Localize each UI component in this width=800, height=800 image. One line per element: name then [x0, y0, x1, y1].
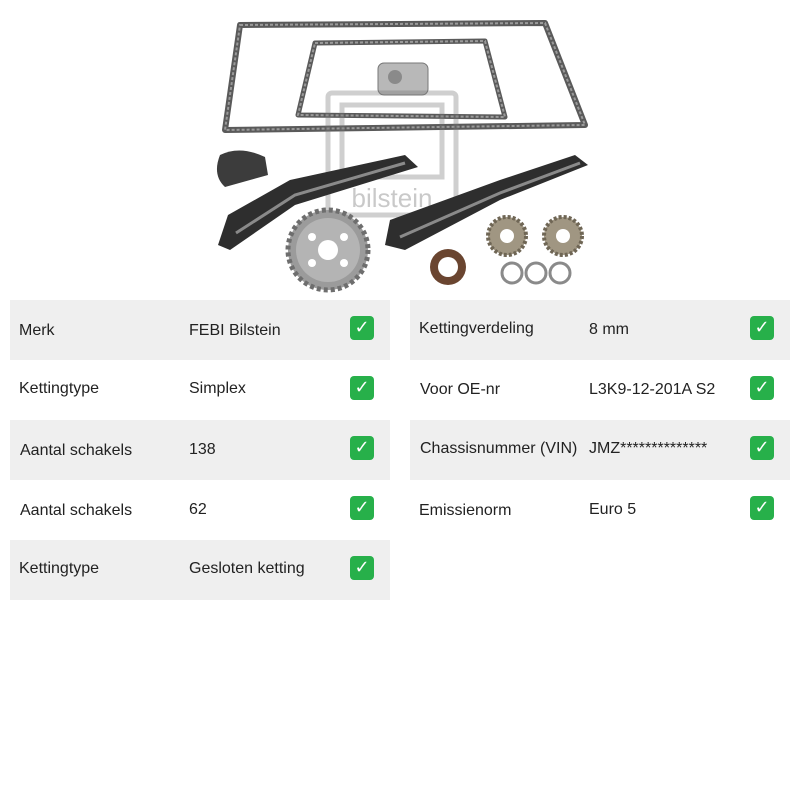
spec-row: [10, 300, 390, 360]
spec-label: Aantal schakels: [20, 502, 133, 519]
spec-label: Chassisnummer (VIN): [420, 440, 578, 457]
spec-label: Kettingverdeling: [419, 320, 534, 337]
check-icon: ✓: [350, 376, 374, 400]
spec-table-left: [10, 300, 390, 600]
spec-row: [10, 540, 390, 600]
spec-row: [410, 480, 790, 540]
spec-value: Simplex: [189, 380, 246, 397]
spec-value: Gesloten ketting: [189, 560, 305, 577]
spec-value: JMZ**************: [589, 440, 708, 457]
spec-value: 138: [189, 441, 216, 458]
spec-label: Emissienorm: [419, 502, 512, 519]
spec-table-right: [410, 300, 790, 540]
spec-row: [410, 360, 790, 420]
check-icon: ✓: [750, 436, 774, 460]
spec-label: Kettingtype: [19, 380, 100, 397]
spec-value: 8 mm: [589, 321, 629, 338]
check-icon: ✓: [350, 436, 374, 460]
check-icon: ✓: [350, 496, 374, 520]
spec-row: [410, 420, 790, 480]
spec-row: [10, 420, 390, 480]
check-icon: ✓: [350, 556, 374, 580]
check-icon: ✓: [750, 316, 774, 340]
spec-label: Kettingtype: [19, 560, 100, 577]
spec-value: 62: [189, 501, 207, 518]
check-icon: ✓: [350, 316, 374, 340]
spec-row: [10, 480, 390, 540]
timing-chain-kit-icon: [200, 5, 600, 295]
spec-value: L3K9-12-201A S2: [589, 381, 716, 398]
spec-label: Voor OE-nr: [420, 381, 501, 398]
watermark-text: bilstein: [351, 183, 433, 213]
check-icon: ✓: [750, 496, 774, 520]
spec-label: Merk: [19, 322, 55, 339]
spec-row: [410, 300, 790, 360]
product-image: [200, 5, 600, 295]
spec-value: FEBI Bilstein: [189, 322, 281, 339]
check-icon: ✓: [750, 376, 774, 400]
spec-label: Aantal schakels: [20, 442, 133, 459]
spec-row: [10, 360, 390, 420]
spec-value: Euro 5: [589, 501, 637, 518]
